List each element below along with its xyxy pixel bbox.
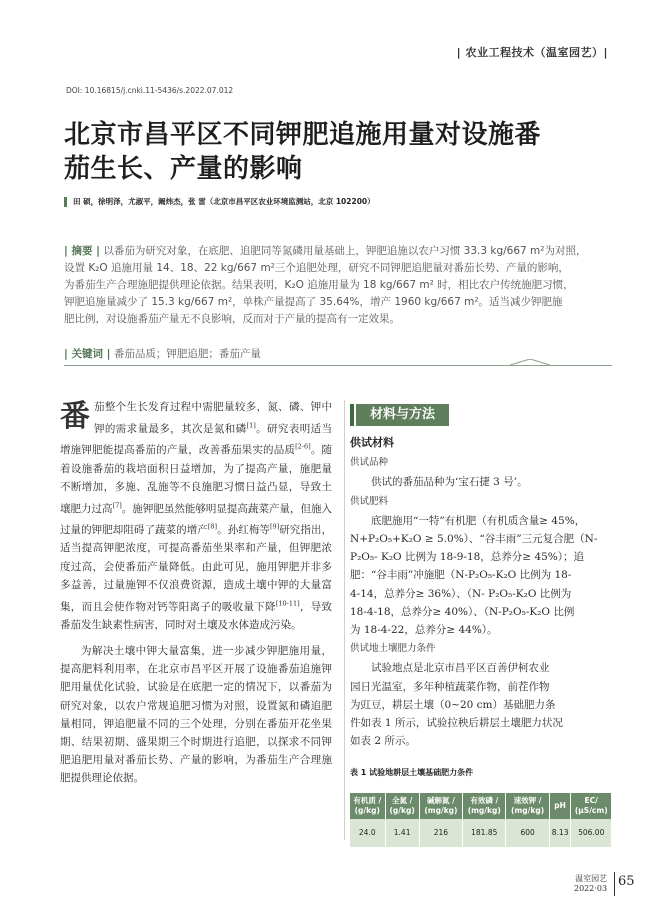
paragraph-text: ，导致番茄发生缺素性病害，同时对土壤及水体造成污染。 — [60, 600, 333, 631]
table-cell: 506.00 — [571, 819, 612, 847]
text-line: 如表 2 所示。 — [350, 735, 416, 748]
paragraph-text: 研究指出，适当提高钾肥浓度，可提高番茄坐果率和产量，但钾肥浓度过高，会使番茄产量降低。由此可见，施用钾肥并非多多益善，过量施钾不仅浪费资源，造成土壤中钾的大量富集，而且会使作物对钙等阳离子的吸收量下降 — [60, 524, 332, 613]
divider-notch-decoration — [510, 359, 550, 367]
intro-paragraph-2: 为解决土壤中钾大量富集，进一步减少钾肥施用量，提高肥料利用率，在北京市昌平区开展了设施番茄追施钾肥用量优化试验，试验是在底肥一定的情况下，以番茄为研究对象，以农户常规追肥习惯为对照，设置氮和磷追肥量相同，钾追肥量不同的三个处理，分别在番茄开花坐果期、结果初期、盛果期三个时期进行追肥，以探求不同钾肥追肥用量对番茄长势、产量的影响，为番茄生产合理施肥提供理论依据。 — [60, 644, 332, 785]
column-divider — [344, 400, 345, 840]
table-caption: 表 1 试验地耕层土壤基础肥力条件 — [350, 768, 474, 778]
table-header-cell: EC/ (μS/cm) — [571, 793, 612, 819]
variety-text: 供试的番茄品种为‘宝石捷 3 号’。 — [371, 476, 528, 489]
soil-text — [350, 659, 612, 750]
table-body — [350, 819, 612, 847]
soil-fertility-table — [350, 793, 612, 847]
text-line: 为豇豆，耕层土壤（0~20 cm）基础肥力条 — [350, 698, 556, 711]
text-line: 肥：“谷丰雨”冲施肥（N-P₂O₅-K₂O 比例为 18- — [350, 569, 572, 582]
paragraph-text: 。研究表明适当增施钾肥能提高番茄的产量，改善番茄果实的品质 — [60, 422, 333, 457]
author-bar-decoration — [64, 197, 67, 207]
table-header-cell: 全氮 / (g/kg) — [385, 793, 419, 819]
title-line-1: 北京市昌平区不同钾肥追施用量对设施番 — [64, 120, 542, 150]
section-heading — [350, 404, 612, 426]
doi: DOI: 10.16815/j.cnki.11-5436/s.2022.07.012 — [66, 86, 234, 95]
keywords-label: | 关键词 | — [64, 348, 111, 360]
table-header-cell: pH — [549, 793, 571, 819]
subheading-fertilizer: 供试肥料 — [350, 495, 389, 507]
text-line: 件如表 1 所示，试验拉秧后耕层土壤肥力状况 — [350, 717, 563, 730]
table-cell: 216 — [419, 819, 462, 847]
body-left-column — [60, 398, 332, 788]
citation: [8] — [207, 522, 218, 531]
footer-journal-name: 温室园艺 — [575, 874, 608, 883]
citation: [7] — [112, 501, 122, 510]
heading-bar-decoration — [350, 404, 354, 426]
fertilizer-text — [350, 512, 612, 639]
table-row — [350, 819, 612, 847]
footer-issue: 2022·03 — [574, 884, 608, 893]
text-line: 园日光温室，多年种植蔬菜作物，前茬作物 — [350, 680, 550, 693]
article-title — [64, 118, 624, 186]
paragraph-text: 茄整个生长发育过程中需肥量较多，氮、磷、钾中钾的需求量最多，其次是氮和磷 — [94, 401, 332, 435]
authors — [64, 196, 375, 207]
table-header-cell: 有效磷 / (mg/kg) — [463, 793, 506, 819]
subheading-soil: 供试地土壤肥力条件 — [350, 643, 436, 655]
abstract-line: 肥比例，对设施番茄产量无不良影响，反而对于产量的提高有一定效果。 — [64, 313, 400, 325]
text-line: 18-4-18，总养分≥ 40%）、（N-P₂O₅-K₂O 比例 — [350, 605, 575, 618]
title-line-2: 茄生长、产量的影响 — [64, 154, 303, 184]
citation: [1] — [246, 421, 256, 430]
citation: [2-6] — [295, 442, 311, 451]
body-right-column — [350, 404, 612, 847]
intro-paragraph-1 — [60, 398, 332, 634]
table-cell: 24.0 — [350, 819, 385, 847]
subheading-materials: 供试材料 — [350, 436, 394, 449]
footer-divider — [614, 872, 615, 896]
table-header-row — [350, 793, 612, 819]
text-line: 4-14，总养分≥ 36%）、（N- P₂O₅-K₂O 比例为 — [350, 587, 572, 600]
page-number: 65 — [618, 874, 635, 889]
journal-section-header: | 农业工程技术（温室园艺）| — [456, 46, 608, 59]
table-cell: 8.13 — [549, 819, 571, 847]
author-list: 田 硕，徐明泽，尤淑平，阚炜杰，张 雷（北京市昌平区农业环境监测站，北京 102200） — [73, 197, 375, 206]
text-line: 为 18-4-22，总养分≥ 44%）。 — [350, 624, 498, 637]
text-line: 底肥施用“一特”有机肥（有机质含量≥ 45%， — [371, 514, 586, 527]
paragraph-text: 。孙红梅等 — [217, 524, 270, 537]
citation: [9] — [269, 522, 280, 531]
drop-cap: 番 — [60, 399, 90, 434]
abstract — [64, 243, 612, 328]
text-line: N+P₂O₅+K₂O ≥ 5.0%）、“谷丰雨”三元复合肥（N- — [350, 533, 598, 546]
abstract-line: 钾肥追施量减少了 15.3 kg/667 m²，单株产量提高了 35.64%，增产 1960 kg/667 m²。适当减少钾肥施 — [64, 296, 563, 308]
paragraph-text: 。施钾肥虽然能够明显提高蔬菜产量，但施入过量的钾肥却阻碍了蔬菜的增产 — [60, 502, 333, 537]
citation: [10-11] — [275, 599, 300, 608]
abstract-line: 为番茄生产合理施肥提供理论依据。结果表明，K₂O 追施用量为 18 kg/667 m² 时，相比农户传统施肥习惯， — [64, 279, 574, 291]
paragraph-text: 。随着设施番茄的栽培面积日益增加，为了提高产量，施肥量不断增加，多施、乱施等不良施肥习惯日益凸显，导致土壤肥力过高 — [60, 444, 333, 515]
text-line: 试验地点是北京市昌平区百善伊柯农业 — [371, 662, 550, 675]
table-header-cell: 碱解氮 / (mg/kg) — [419, 793, 462, 819]
abstract-label: | 摘要 | — [64, 245, 100, 257]
subheading-variety: 供试品种 — [350, 457, 389, 469]
keywords-text: 番茄品质；钾肥追肥；番茄产量 — [113, 348, 261, 360]
footer-journal — [574, 874, 607, 894]
table-header-cell: 有机质 / (g/kg) — [350, 793, 385, 819]
table-header-cell: 速效钾 / (mg/kg) — [506, 793, 549, 819]
text-line: P₂O₅- K₂O 比例为 18-9-18，总养分≥ 45%）；追 — [350, 551, 585, 564]
table-cell: 1.41 — [385, 819, 419, 847]
abstract-line: 以番茄为研究对象，在底肥、追肥同等氮磷用量基础上，钾肥追施以农户习惯 33.3 kg/667 m²为对照， — [103, 245, 587, 257]
table-cell: 600 — [506, 819, 549, 847]
section-title: 材料与方法 — [356, 404, 449, 426]
abstract-line: 设置 K₂O 追施用量 14、18、22 kg/667 m²三个追肥处理，研究不同钾肥追肥量对番茄长势、产量的影响， — [64, 262, 569, 274]
table-cell: 181.85 — [463, 819, 506, 847]
